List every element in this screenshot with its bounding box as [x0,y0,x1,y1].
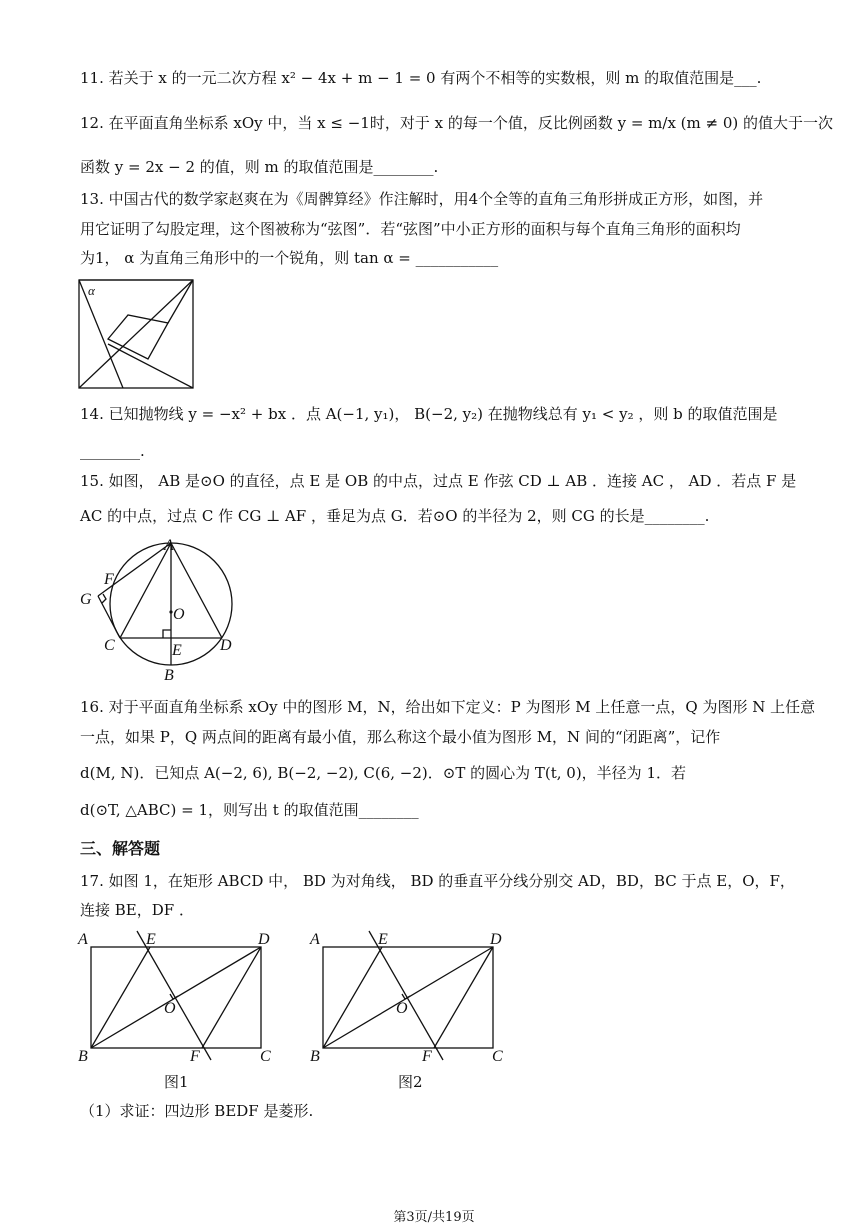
alpha-label: α [88,283,95,298]
question-14-line-1: 14. 已知抛物线 y = −x² + bx ．点 A(−1, y₁)， B(−2, y₂) 在抛物线总有 y₁ < y₂ ，则 b 的取值范围是 [80,405,778,423]
fig2-label-E: E [378,931,388,948]
question-14-line-2: ________. [80,442,145,460]
label-E: E [172,642,182,659]
fig1-label-C: C [260,1048,271,1065]
segment-AD [171,543,222,638]
fig1-label-B: B [78,1048,88,1065]
label-G: G [80,591,92,608]
segment-AG [98,543,171,596]
label-C: C [104,637,115,654]
question-16-line-4: d(⊙T, △ABC) = 1，则写出 t 的取值范围________ [80,801,419,819]
question-13-line-2: 用它证明了勾股定理，这个图被称为“弦图”．若“弦图”中小正方形的面积与每个直角三角形的面积均 [80,220,741,238]
question-15-line-1: 15. 如图， AB 是⊙O 的直径，点 E 是 OB 的中点，过点 E 作弦 CD ⊥ AB ．连接 AC ， AD ．若点 F 是 [80,472,797,490]
fig2-label-B: B [310,1048,320,1065]
question-13-line-1: 13. 中国古代的数学家赵爽在为《周髀算经》作注解时，用4个全等的直角三角形拼成正方形，如图，并 [80,190,764,208]
figure-1-caption: 图1 [164,1073,189,1091]
label-O: O [173,606,185,623]
label-A: A [164,537,174,554]
question-17-line-1: 17. 如图 1，在矩形 ABCD 中， BD 为对角线， BD 的垂直平分线分别交 AD，BD，BC 于点 E，O，F， [80,872,795,890]
fig2-label-F: F [422,1048,432,1065]
fig2-label-C: C [492,1048,503,1065]
fig1-label-E: E [146,931,156,948]
segment-DF [202,947,261,1048]
question-16-line-1: 16. 对于平面直角坐标系 xOy 中的图形 M，N，给出如下定义：P 为图形 M 上任意一点，Q 为图形 N 上任意 [80,698,816,716]
triangle-hypotenuse [79,280,123,388]
question-16-line-3: d(M, N)．已知点 A(−2, 6), B(−2, −2), C(6, −2)．⊙T 的圆心为 T(t, 0)，半径为 1．若 [80,764,686,782]
question-17-line-2: 连接 BE，DF ． [80,901,194,919]
label-D: D [220,637,232,654]
section-heading: 三、解答题 [80,839,161,858]
figure-2 [306,926,516,1068]
zhao-shuang-diagram [78,279,196,391]
fig2-label-O: O [396,1000,408,1017]
question-16-line-2: 一点，如果 P，Q 两点间的距离有最小值，那么称这个最小值为图形 M，N 间的“闭距离”，记作 [80,728,721,746]
fig1-label-F: F [190,1048,200,1065]
fig1-label-A: A [78,931,88,948]
fig2-label-A: A [310,931,320,948]
page-footer: 第3页/共19页 [393,1210,475,1225]
segment-DF [434,947,493,1048]
fig2-label-D: D [490,931,502,948]
segment-BE [91,947,150,1048]
segment-AC [120,543,171,638]
segment-BE [323,947,382,1048]
question-12-line-1: 12. 在平面直角坐标系 xOy 中，当 x ≤ −1时，对于 x 的每一个值，反比例函数 y = m/x (m ≠ 0) 的值大于一次 [80,114,834,132]
circle-diagram [76,534,246,682]
segment-CG [98,596,120,638]
figure-2-caption: 图2 [398,1073,423,1091]
fig1-label-D: D [258,931,270,948]
question-15-line-2: AC 的中点，过点 C 作 CG ⊥ AF ，垂足为点 G．若⊙O 的半径为 2，则 CG 的长是________. [80,507,710,525]
question-17-part-1: （1）求证：四边形 BEDF 是菱形. [80,1102,314,1120]
question-11: 11. 若关于 x 的一元二次方程 x² − 4x + m − 1 = 0 有两个不相等的实数根，则 m 的取值范围是___. [80,69,762,87]
fig1-label-O: O [164,1000,176,1017]
question-13-line-3: 为1， α 为直角三角形中的一个锐角，则 tan α = ___________ [80,249,499,267]
label-B: B [164,667,174,682]
label-F: F [104,571,114,588]
figure-1 [74,926,284,1068]
question-12-line-2: 函数 y = 2x − 2 的值，则 m 的取值范围是________. [80,158,439,176]
